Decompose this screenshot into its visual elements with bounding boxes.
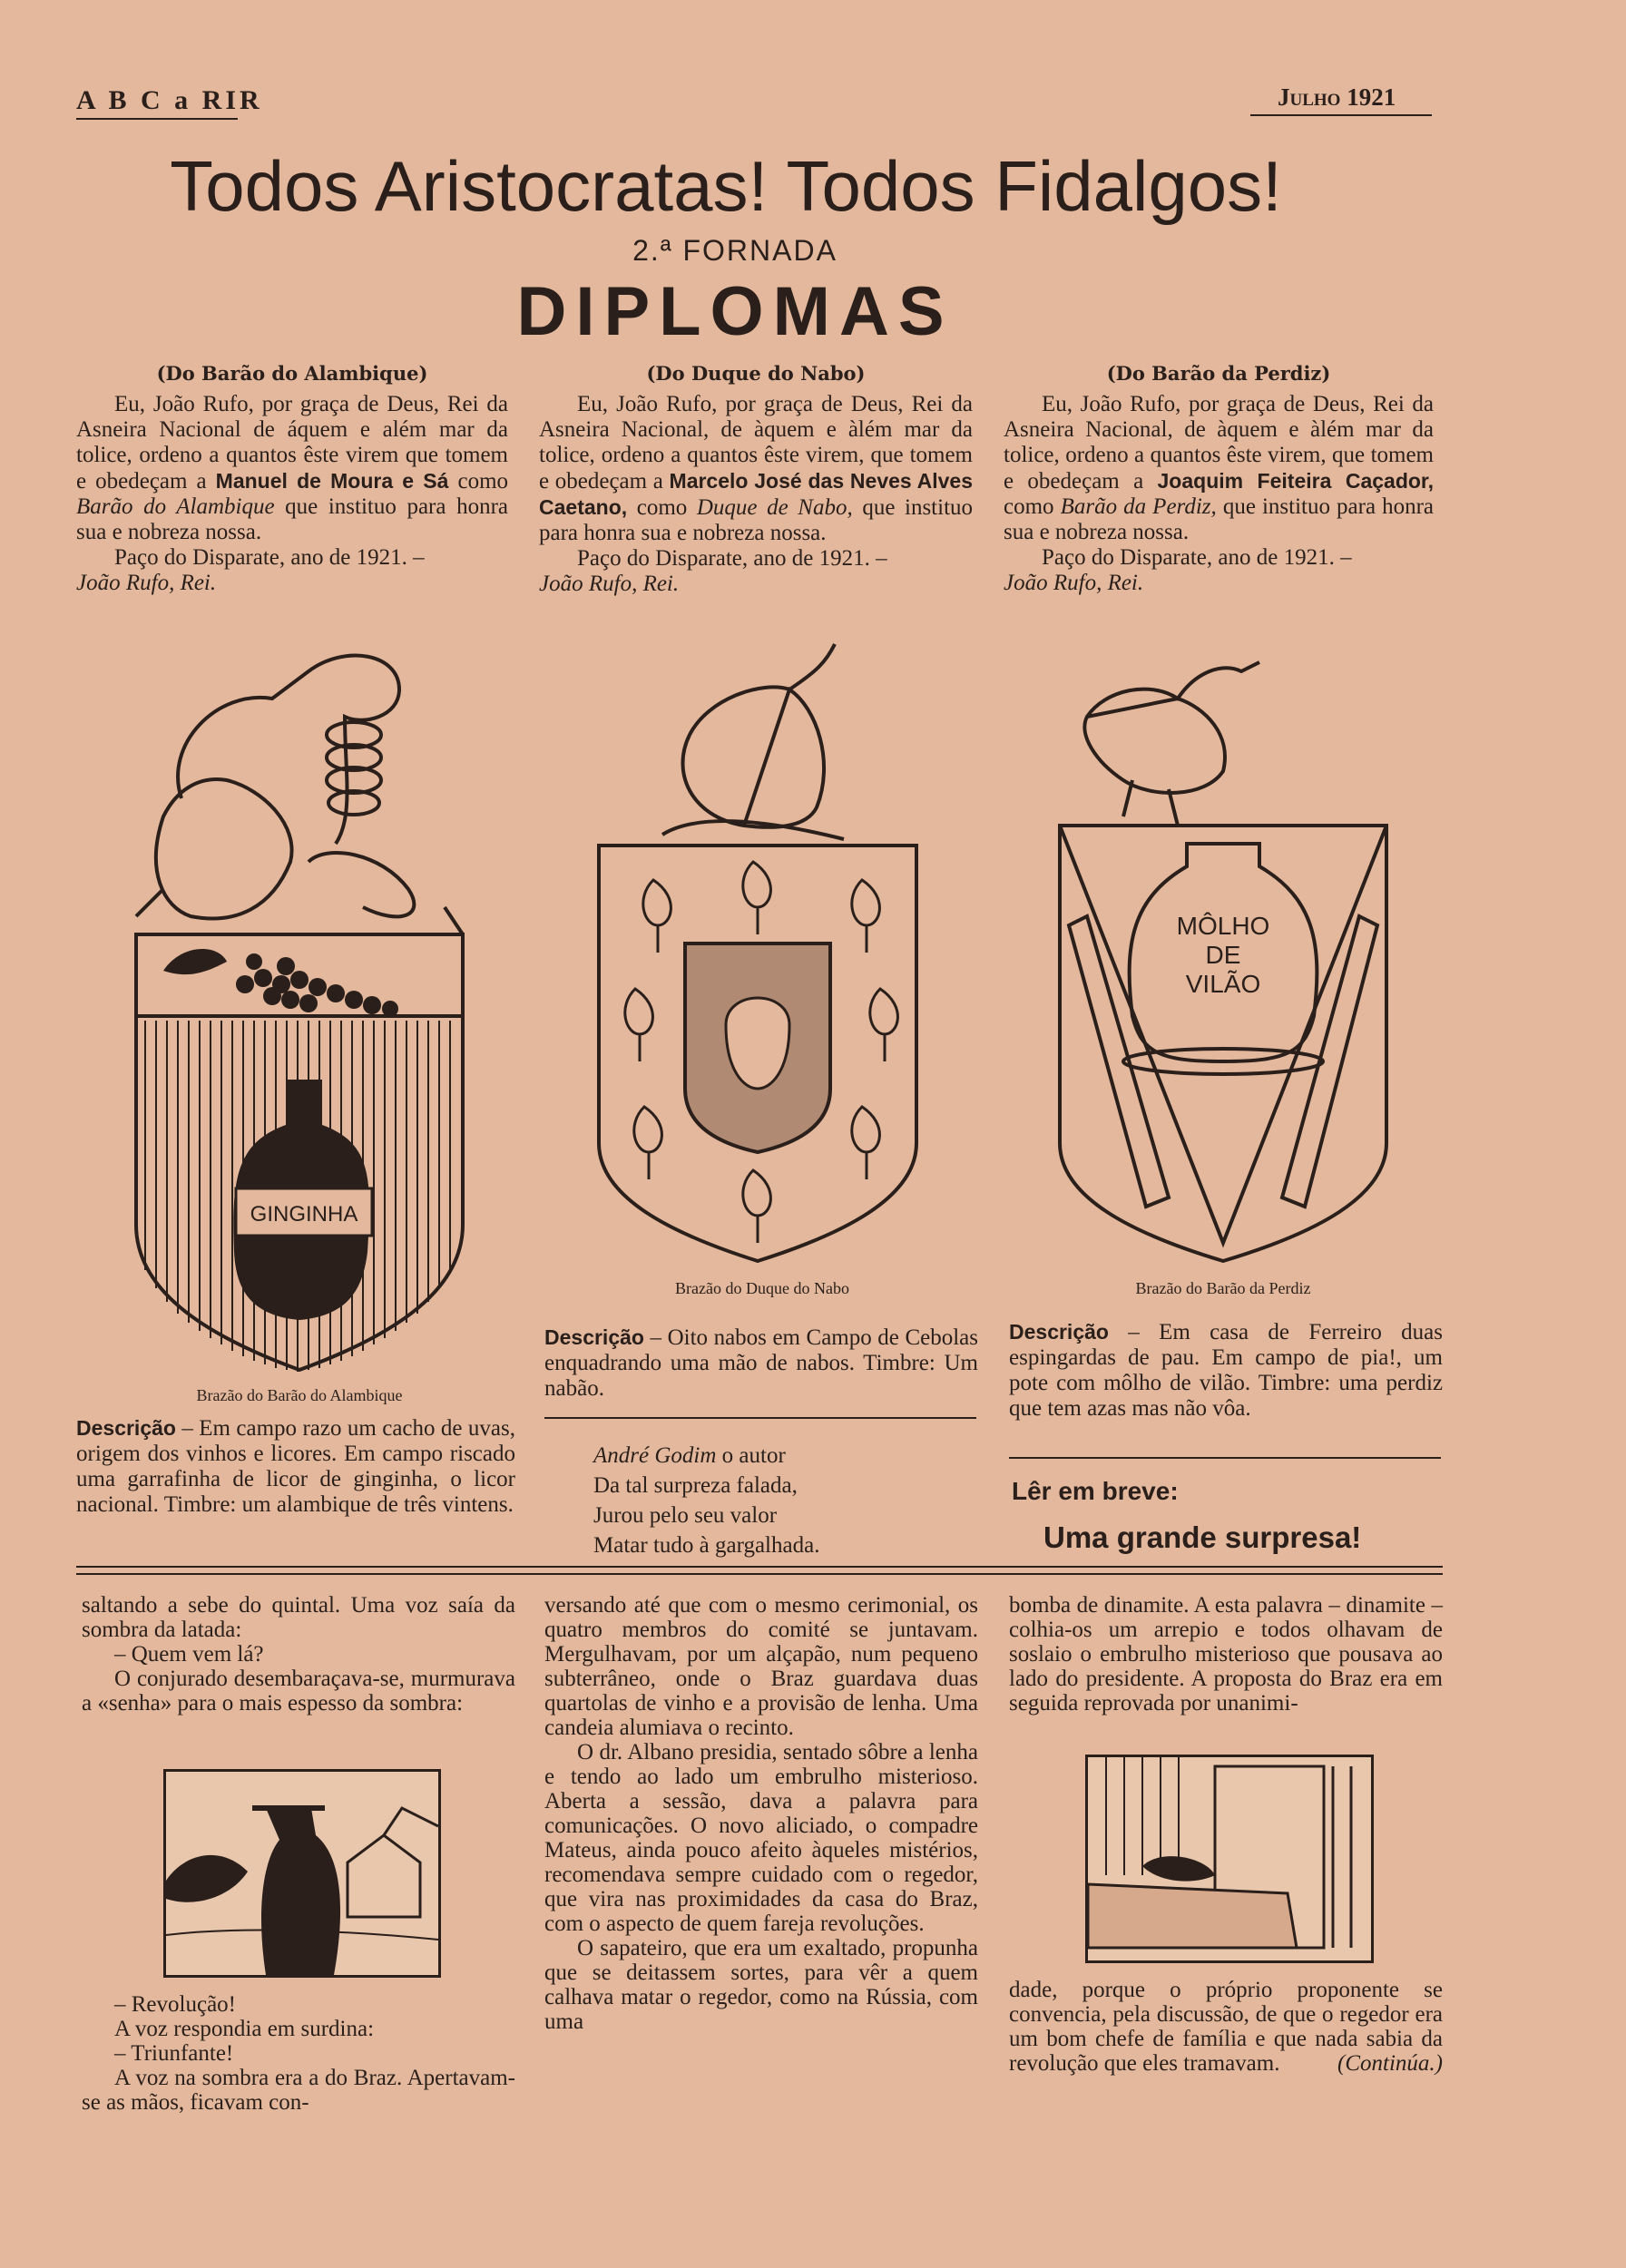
- poem-rule: [544, 1417, 976, 1419]
- poem-line-3: Jurou pelo seu valor: [593, 1503, 778, 1528]
- story-paragraph: O sapateiro, que era um exaltado, propunha que se deitassem sortes, para vêr a quem calhava matar o regedor, como na Rússia, com uma: [544, 1936, 978, 2034]
- story-column-2: [544, 1593, 978, 2034]
- noble-title: Duque de Nabo,: [696, 495, 853, 520]
- continued-note: (Continúa.): [1337, 2051, 1443, 2076]
- story-paragraph: bomba de dinamite. A esta palavra – dinamite – colhia-os um arrepio e todos olhavam de soslaio o embrulho misterioso que pousava ao lado do presidente. A proposta do Braz era em seguida reprovada por unanimi-: [1009, 1593, 1443, 1716]
- diploma-column-3: [1004, 361, 1434, 596]
- story-column-3-bottom: [1009, 1978, 1443, 2076]
- bottle-label: GINGINHA: [250, 1202, 358, 1227]
- description-label: Descrição: [76, 1416, 176, 1440]
- diploma-head: (Do Duque do Nabo): [646, 362, 866, 385]
- poem-line-1: André Godim o autor: [593, 1443, 786, 1468]
- story-column-1-top: [82, 1593, 515, 1716]
- diploma-signature: João Rufo, Rei.: [539, 572, 680, 596]
- diploma-text: Eu, João Rufo, por graça de Deus, Rei da Asneira Nacional, de àquem e àlém mar da tolice, ordeno a quantos êste virem, que tomem e obedeçam a Joaquim Feiteira Caçador, como Barão da Perdiz, que instituo para honra sua e nobreza nossa.: [1004, 392, 1434, 544]
- pot-label-line3: VILÃO: [1185, 970, 1261, 998]
- story-column-3-top: [1009, 1593, 1443, 1716]
- diploma-signature: João Rufo, Rei.: [1004, 571, 1144, 595]
- story-column-1-bottom: [82, 1992, 515, 2115]
- caption-alambique: Brazão do Barão do Alambique: [196, 1386, 403, 1404]
- story-paragraph: – Triunfante!: [114, 2041, 234, 2066]
- diploma-head: (Do Barão da Perdiz): [1106, 362, 1331, 385]
- story-paragraph: versando até que com o mesmo cerimonial, os quatro membros do comité se juntavam. Mergulhavam, por um alçapão, num pequeno subterrâneo, onde o Braz guardava duas quartolas de vinho e a provisão de lenha. Uma candeia alumiava o recinto.: [544, 1593, 978, 1740]
- caption-nabo: Brazão do Duque do Nabo: [675, 1279, 849, 1297]
- noble-name: Joaquim Feiteira Caçador,: [1157, 469, 1434, 493]
- alambique-coat-of-arms: [127, 635, 472, 1379]
- description-label: Descrição: [1009, 1320, 1109, 1344]
- noble-title: Barão da Perdiz,: [1060, 494, 1217, 519]
- nabo-coat-of-arms: [590, 635, 935, 1270]
- pot-label-line1: MÔLHO: [1176, 912, 1270, 940]
- header-rule-left: [76, 118, 238, 120]
- diploma-text: Eu, João Rufo, por graça de Deus, Rei da Asneira Nacional de áquem e além mar da tolice, ordeno a quantos êste virem que tomem e obedeçam a Manuel de Moura e Sá como Barão do Alambique que instituo para honra sua e nobreza nossa.: [76, 392, 509, 544]
- poem-line-2: Da tal surpreza falada,: [593, 1473, 798, 1498]
- diploma-text: Eu, João Rufo, por graça de Deus, Rei da Asneira Nacional, de àquem e àlém mar da tolice, ordeno a quantos êste virem, que tomem e obedeçam a Marcelo José das Neves Alves Caetano, como Duque de Nabo, que instituo para honra sua e nobreza nossa.: [539, 392, 974, 545]
- poem-line-4: Matar tudo à gargalhada.: [593, 1533, 820, 1558]
- section-divider-top: [76, 1566, 1443, 1568]
- page-title: Todos Aristocratas! Todos Fidalgos!: [170, 146, 1282, 226]
- description-perdiz: Descrição – Em casa de Ferreiro duas espingardas de pau. Em campo de pia!, um pote com môlho de vilão. Timbre: uma perdiz que tem azas mas não vôa.: [1009, 1320, 1443, 1421]
- story-paragraph: O dr. Albano presidia, sentado sôbre a lenha e tendo ao lado um embrulho misterioso. Aberta a sessão, dava a palavra para comunicações. O novo aliciado, o compadre Mateus, ainda pouco afeito àqueles mistérios, recomendava sempre cuidado com o regedor, que vira nas proximidades da casa do Braz, com o aspecto de quem fareja revoluções.: [544, 1740, 978, 1936]
- diploma-place: Paço do Disparate, ano de 1921. –: [114, 545, 425, 570]
- noble-name: Marcelo José das Neves Alves Caetano,: [539, 469, 974, 519]
- diploma-place: Paço do Disparate, ano de 1921. –: [1042, 545, 1352, 570]
- promo-rule: [1009, 1457, 1441, 1459]
- pot-label-line2: DE: [1205, 941, 1241, 969]
- issue-date: Julho 1921: [1278, 83, 1396, 111]
- header-rule-right: [1250, 114, 1432, 116]
- story-paragraph: A voz respondia em surdina:: [114, 2017, 375, 2041]
- section-heading: DIPLOMAS: [516, 273, 954, 350]
- diploma-column-1: [76, 361, 508, 596]
- magazine-name: A B C a RIR: [76, 85, 263, 115]
- illustration-conspirator: [163, 1769, 441, 1978]
- story-paragraph: saltando a sebe do quintal. Uma voz saía da sombra da latada:: [82, 1593, 515, 1642]
- story-paragraph: dade, porque o próprio proponente se convencia, pela discussão, de que o regedor era um bom chefe de família e que nada sabia da revolução que eles tramavam. (Continúa.): [1009, 1978, 1443, 2076]
- description-alambique: Descrição – Em campo razo um cacho de uvas, origem dos vinhos e licores. Em campo riscado uma garrafinha de licor de ginginha, o licor nacional. Timbre: um alambique de três vintens.: [76, 1416, 515, 1517]
- poem: [593, 1441, 975, 1560]
- conspirator-drawing: [166, 1772, 438, 1975]
- noble-name: Manuel de Moura e Sá: [215, 469, 449, 493]
- diploma-place: Paço do Disparate, ano de 1921. –: [577, 546, 887, 571]
- story-paragraph: – Revolução!: [114, 1992, 236, 2017]
- story-paragraph: O conjurado desembaraçava-se, murmurava a «senha» para o mais espesso da sombra:: [82, 1667, 515, 1716]
- noble-title: Barão do Alambique: [76, 494, 275, 519]
- story-paragraph: A voz na sombra era a do Braz. Apertavam-se as mãos, ficavam con-: [82, 2066, 515, 2115]
- caption-perdiz: Brazão do Barão da Perdiz: [1135, 1279, 1311, 1297]
- diploma-column-2: [539, 361, 973, 597]
- poem-author: André Godim: [593, 1443, 717, 1468]
- perdiz-coat-of-arms: [1051, 635, 1396, 1270]
- section-divider-bottom: [76, 1573, 1443, 1575]
- description-nabo: Descrição – Oito nabos em Campo de Cebolas enquadrando uma mão de nabos. Timbre: Um nabão.: [544, 1325, 978, 1401]
- story-paragraph: – Quem vem lá?: [114, 1642, 264, 1667]
- description-label: Descrição: [544, 1325, 644, 1349]
- promo-headline: Uma grande surpresa!: [1043, 1520, 1362, 1554]
- promo-label: Lêr em breve:: [1012, 1477, 1179, 1505]
- illustration-interior: [1085, 1755, 1374, 1963]
- diploma-signature: João Rufo, Rei.: [76, 571, 217, 595]
- interior-drawing: [1088, 1757, 1371, 1960]
- page-subtitle: 2.ª FORNADA: [632, 234, 837, 267]
- diploma-head: (Do Barão do Alambique): [156, 362, 428, 385]
